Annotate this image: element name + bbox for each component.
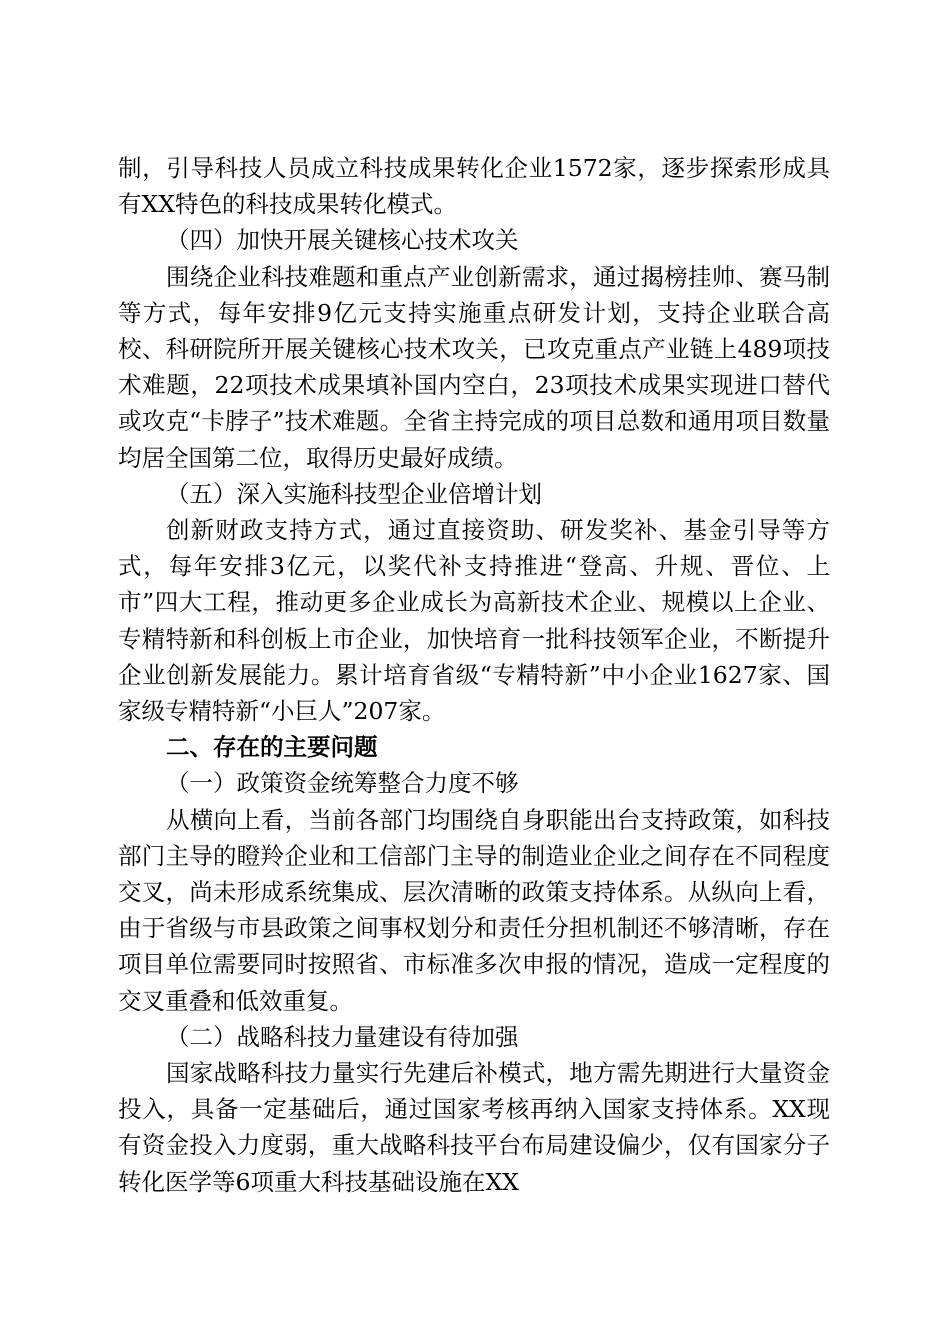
paragraph-enterprise-plan: 创新财政支持方式，通过直接资助、研发奖补、基金引导等方式，每年安排3亿元，以奖代补支持推进“登高、升规、晋位、上市”四大工程，推动更多企业成长为高新技术企业、规模以上企业、专精特新和科创板上市企业，加快培育一批科技领军企业，不断提升企业创新发展能力。累计培育省级“专精特新”中小企业1627家、国家级专精特新“小巨人”207家。 — [118, 516, 830, 726]
subheading-2: （二）战略科技力量建设有待加强 — [166, 1022, 519, 1051]
paragraph-continuation: 制，引导科技人员成立科技成果转化企业1572家，逐步探索形成具有XX特色的科技成果转化模式。 — [118, 154, 830, 219]
paragraph-strategic-force: 国家战略科技力量实行先建后补模式，地方需先期进行大量资金投入，具备一定基础后，通过国家考核再纳入国家支持体系。XX现有资金投入力度弱，重大战略科技平台布局建设偏少，仅有国家分子转化医学等6项重大科技基础设施在XX — [118, 1059, 830, 1196]
subheading-5: （五）深入实施科技型企业倍增计划 — [166, 479, 542, 508]
subheading-4: （四）加快开展关键核心技术攻关 — [166, 226, 519, 255]
section-heading-2: 二、存在的主要问题 — [166, 733, 378, 762]
document-body — [118, 150, 830, 1200]
paragraph-policy-funds: 从横向上看，当前各部门均围绕自身职能出台支持政策，如科技部门主导的瞪羚企业和工信部门主导的制造业企业之间存在不同程度交叉，尚未形成系统集成、层次清晰的政策支持体系。从纵向上看，由于省级与市县政策之间事权划分和责任分担机制还不够清晰，存在项目单位需要同时按照省、市标准多次申报的情况，造成一定程度的交叉重叠和低效重复。 — [118, 805, 830, 1015]
paragraph-tech-breakthrough: 围绕企业科技难题和重点产业创新需求，通过揭榜挂帅、赛马制等方式，每年安排9亿元支持实施重点研发计划，支持企业联合高校、科研院所开展关键核心技术攻关，已攻克重点产业链上489项技术难题，22项技术成果填补国内空白，23项技术成果实现进口替代或攻克“卡脖子”技术难题。全省主持完成的项目总数和通用项目数量均居全国第二位，取得历史最好成绩。 — [118, 262, 830, 472]
subheading-1: （一）政策资金统筹整合力度不够 — [166, 769, 519, 798]
